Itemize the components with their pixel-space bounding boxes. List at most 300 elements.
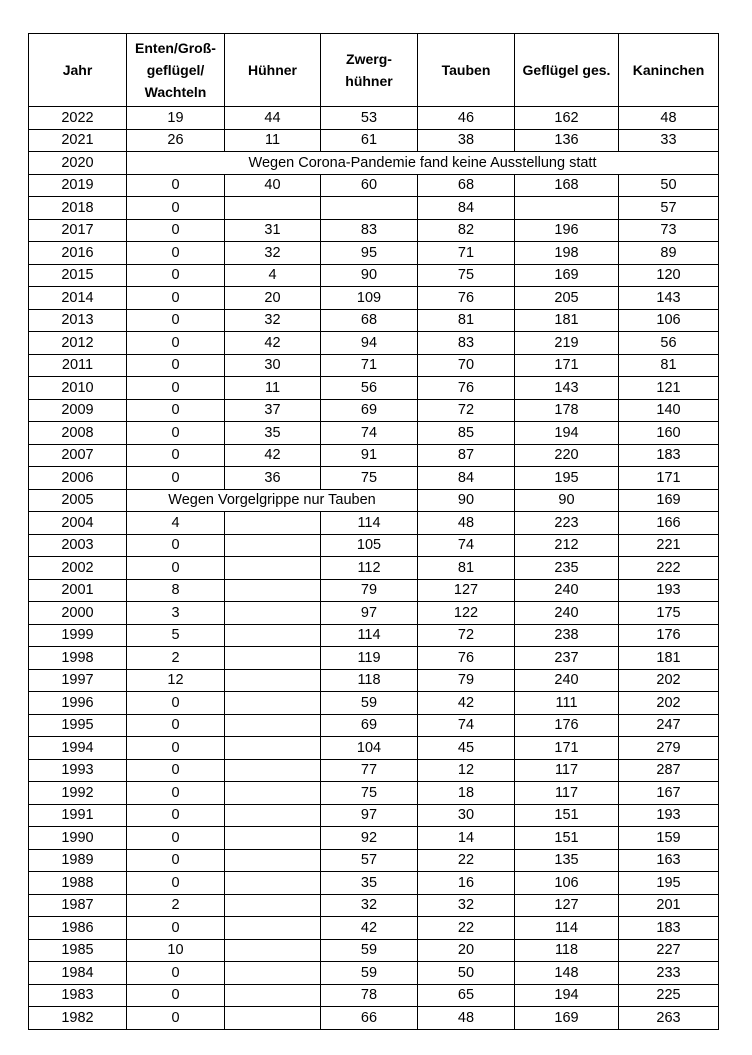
- table-row: [29, 242, 719, 265]
- value-cell: 237: [515, 647, 619, 670]
- value-cell: 106: [619, 309, 719, 332]
- value-cell: 105: [321, 534, 418, 557]
- value-cell: 120: [619, 264, 719, 287]
- value-cell: 201: [619, 894, 719, 917]
- year-cell: 1998: [29, 647, 127, 670]
- year-cell: 2016: [29, 242, 127, 265]
- year-cell: 2021: [29, 129, 127, 152]
- table-row: [29, 759, 719, 782]
- value-cell: [225, 512, 321, 535]
- year-cell: 1984: [29, 962, 127, 985]
- value-cell: [225, 894, 321, 917]
- value-cell: [225, 782, 321, 805]
- table-row: [29, 467, 719, 490]
- value-cell: 81: [418, 309, 515, 332]
- value-cell: 22: [418, 849, 515, 872]
- col-enten-header: [127, 34, 225, 107]
- year-cell: 2007: [29, 444, 127, 467]
- value-cell: 119: [321, 647, 418, 670]
- value-cell: 48: [418, 1007, 515, 1030]
- value-cell: 178: [515, 399, 619, 422]
- value-cell: 0: [127, 399, 225, 422]
- value-cell: 194: [515, 984, 619, 1007]
- table-row: [29, 737, 719, 760]
- value-cell: 61: [321, 129, 418, 152]
- value-cell: 0: [127, 332, 225, 355]
- table-row: [29, 107, 719, 130]
- value-cell: 171: [515, 737, 619, 760]
- value-cell: 263: [619, 1007, 719, 1030]
- header-row: [29, 34, 719, 107]
- value-cell: 279: [619, 737, 719, 760]
- value-cell: 69: [321, 399, 418, 422]
- value-cell: 109: [321, 287, 418, 310]
- year-cell: 2013: [29, 309, 127, 332]
- value-cell: 19: [127, 107, 225, 130]
- col-zwerghuehner-header: [321, 34, 418, 107]
- value-cell: 183: [619, 917, 719, 940]
- value-cell: 220: [515, 444, 619, 467]
- year-cell: 2017: [29, 219, 127, 242]
- table-row: [29, 692, 719, 715]
- value-cell: [225, 602, 321, 625]
- value-cell: 79: [321, 579, 418, 602]
- year-cell: 1992: [29, 782, 127, 805]
- value-cell: 122: [418, 602, 515, 625]
- value-cell: 74: [418, 714, 515, 737]
- value-cell: 0: [127, 737, 225, 760]
- value-cell: 60: [321, 174, 418, 197]
- value-cell: 59: [321, 962, 418, 985]
- value-cell: 212: [515, 534, 619, 557]
- header-label-line: Enten/Groß-: [135, 40, 216, 56]
- value-cell: 45: [418, 737, 515, 760]
- value-cell: 167: [619, 782, 719, 805]
- value-cell: 143: [515, 377, 619, 400]
- header-label-line: Kaninchen: [632, 62, 705, 78]
- table-row: [29, 962, 719, 985]
- value-cell: 50: [619, 174, 719, 197]
- year-cell: 2002: [29, 557, 127, 580]
- value-cell: 32: [225, 309, 321, 332]
- value-cell: 5: [127, 624, 225, 647]
- table-row: [29, 309, 719, 332]
- col-jahr-header: [29, 34, 127, 107]
- value-cell: 0: [127, 264, 225, 287]
- value-cell: 0: [127, 287, 225, 310]
- value-cell: 76: [418, 287, 515, 310]
- value-cell: 73: [619, 219, 719, 242]
- value-cell: 56: [619, 332, 719, 355]
- value-cell: 84: [418, 467, 515, 490]
- value-cell: 48: [418, 512, 515, 535]
- value-cell: 0: [127, 872, 225, 895]
- table-row: [29, 174, 719, 197]
- table-row: [29, 1007, 719, 1030]
- value-cell: 0: [127, 174, 225, 197]
- value-cell: 20: [418, 939, 515, 962]
- value-cell: 169: [619, 489, 719, 512]
- year-cell: 2018: [29, 197, 127, 220]
- value-cell: 233: [619, 962, 719, 985]
- value-cell: 42: [321, 917, 418, 940]
- value-cell: [225, 669, 321, 692]
- value-cell: 195: [515, 467, 619, 490]
- table-row: [29, 782, 719, 805]
- value-cell: 91: [321, 444, 418, 467]
- col-tauben-header: [418, 34, 515, 107]
- value-cell: 181: [619, 647, 719, 670]
- value-cell: 3: [127, 602, 225, 625]
- table-row: [29, 129, 719, 152]
- value-cell: 32: [418, 894, 515, 917]
- header-label-line: Wachteln: [144, 84, 207, 100]
- value-cell: [225, 917, 321, 940]
- value-cell: 0: [127, 422, 225, 445]
- value-cell: 11: [225, 129, 321, 152]
- value-cell: 205: [515, 287, 619, 310]
- value-cell: 18: [418, 782, 515, 805]
- table-row: [29, 872, 719, 895]
- value-cell: 92: [321, 827, 418, 850]
- value-cell: 70: [418, 354, 515, 377]
- value-cell: 97: [321, 602, 418, 625]
- col-gefluegel-ges-header: [515, 34, 619, 107]
- value-cell: 127: [418, 579, 515, 602]
- value-cell: 171: [619, 467, 719, 490]
- value-cell: 143: [619, 287, 719, 310]
- value-cell: [225, 557, 321, 580]
- value-cell: 32: [225, 242, 321, 265]
- value-cell: 31: [225, 219, 321, 242]
- table-row: [29, 264, 719, 287]
- value-cell: 114: [321, 624, 418, 647]
- year-cell: 1995: [29, 714, 127, 737]
- table-row: [29, 512, 719, 535]
- year-cell: 2000: [29, 602, 127, 625]
- year-cell: 1999: [29, 624, 127, 647]
- value-cell: 81: [619, 354, 719, 377]
- table-row: [29, 354, 719, 377]
- value-cell: 127: [515, 894, 619, 917]
- value-cell: 0: [127, 197, 225, 220]
- table-row: [29, 489, 719, 512]
- year-cell: 2011: [29, 354, 127, 377]
- value-cell: 78: [321, 984, 418, 1007]
- value-cell: 75: [321, 467, 418, 490]
- value-cell: 0: [127, 354, 225, 377]
- value-cell: 181: [515, 309, 619, 332]
- value-cell: 14: [418, 827, 515, 850]
- value-cell: [225, 939, 321, 962]
- value-cell: 106: [515, 872, 619, 895]
- value-cell: 33: [619, 129, 719, 152]
- value-cell: 196: [515, 219, 619, 242]
- year-cell: 1990: [29, 827, 127, 850]
- value-cell: 0: [127, 714, 225, 737]
- value-cell: 183: [619, 444, 719, 467]
- value-cell: 194: [515, 422, 619, 445]
- value-cell: 46: [418, 107, 515, 130]
- table-row: [29, 849, 719, 872]
- statistics-sheet: [28, 33, 718, 1030]
- value-cell: 68: [321, 309, 418, 332]
- value-cell: 76: [418, 377, 515, 400]
- value-cell: 16: [418, 872, 515, 895]
- value-cell: 38: [418, 129, 515, 152]
- year-cell: 1985: [29, 939, 127, 962]
- value-cell: [225, 804, 321, 827]
- value-cell: 30: [418, 804, 515, 827]
- year-cell: 2003: [29, 534, 127, 557]
- value-cell: 44: [225, 107, 321, 130]
- value-cell: 0: [127, 827, 225, 850]
- header-label-line: Zwerg-: [346, 51, 392, 67]
- year-cell: 1987: [29, 894, 127, 917]
- value-cell: 71: [321, 354, 418, 377]
- value-cell: 247: [619, 714, 719, 737]
- table-row: [29, 287, 719, 310]
- header-label-line: geflügel/: [146, 62, 205, 78]
- value-cell: 32: [321, 894, 418, 917]
- value-cell: 42: [225, 444, 321, 467]
- year-cell: 1994: [29, 737, 127, 760]
- value-cell: 160: [619, 422, 719, 445]
- value-cell: 83: [321, 219, 418, 242]
- value-cell: 82: [418, 219, 515, 242]
- value-cell: 193: [619, 579, 719, 602]
- value-cell: 176: [515, 714, 619, 737]
- year-cell: 1996: [29, 692, 127, 715]
- header-label-line: hühner: [345, 73, 393, 89]
- value-cell: 94: [321, 332, 418, 355]
- value-cell: 166: [619, 512, 719, 535]
- value-cell: [515, 197, 619, 220]
- value-cell: 227: [619, 939, 719, 962]
- value-cell: 117: [515, 782, 619, 805]
- value-cell: 240: [515, 669, 619, 692]
- value-cell: 117: [515, 759, 619, 782]
- table-row: [29, 197, 719, 220]
- year-cell: 2004: [29, 512, 127, 535]
- value-cell: 8: [127, 579, 225, 602]
- value-cell: 4: [225, 264, 321, 287]
- value-cell: 74: [418, 534, 515, 557]
- value-cell: [225, 714, 321, 737]
- year-cell: 2014: [29, 287, 127, 310]
- value-cell: [225, 624, 321, 647]
- value-cell: 0: [127, 962, 225, 985]
- year-cell: 2006: [29, 467, 127, 490]
- value-cell: 118: [515, 939, 619, 962]
- value-cell: 57: [321, 849, 418, 872]
- value-cell: 2: [127, 894, 225, 917]
- year-cell: 2020: [29, 152, 127, 175]
- table-row: [29, 714, 719, 737]
- note-cell: Wegen Corona-Pandemie fand keine Ausstellung statt: [127, 152, 719, 175]
- value-cell: 42: [225, 332, 321, 355]
- value-cell: 50: [418, 962, 515, 985]
- value-cell: 37: [225, 399, 321, 422]
- value-cell: 235: [515, 557, 619, 580]
- value-cell: 75: [418, 264, 515, 287]
- value-cell: [225, 759, 321, 782]
- value-cell: 75: [321, 782, 418, 805]
- value-cell: [225, 872, 321, 895]
- value-cell: 0: [127, 557, 225, 580]
- value-cell: 163: [619, 849, 719, 872]
- value-cell: 53: [321, 107, 418, 130]
- value-cell: [225, 849, 321, 872]
- value-cell: 22: [418, 917, 515, 940]
- value-cell: 0: [127, 692, 225, 715]
- value-cell: 0: [127, 917, 225, 940]
- value-cell: 12: [127, 669, 225, 692]
- value-cell: 40: [225, 174, 321, 197]
- value-cell: 159: [619, 827, 719, 850]
- year-cell: 1993: [29, 759, 127, 782]
- value-cell: 0: [127, 804, 225, 827]
- value-cell: 198: [515, 242, 619, 265]
- value-cell: 221: [619, 534, 719, 557]
- value-cell: 140: [619, 399, 719, 422]
- value-cell: 222: [619, 557, 719, 580]
- value-cell: 56: [321, 377, 418, 400]
- value-cell: 0: [127, 444, 225, 467]
- value-cell: 4: [127, 512, 225, 535]
- value-cell: 36: [225, 467, 321, 490]
- year-cell: 1989: [29, 849, 127, 872]
- value-cell: 0: [127, 1007, 225, 1030]
- value-cell: [225, 692, 321, 715]
- value-cell: 0: [127, 219, 225, 242]
- value-cell: [225, 737, 321, 760]
- value-cell: 162: [515, 107, 619, 130]
- year-cell: 1991: [29, 804, 127, 827]
- value-cell: 219: [515, 332, 619, 355]
- year-cell: 2015: [29, 264, 127, 287]
- year-cell: 1983: [29, 984, 127, 1007]
- value-cell: 69: [321, 714, 418, 737]
- value-cell: 65: [418, 984, 515, 1007]
- value-cell: 240: [515, 579, 619, 602]
- table-row: [29, 984, 719, 1007]
- value-cell: 30: [225, 354, 321, 377]
- table-row: [29, 534, 719, 557]
- table-row: [29, 917, 719, 940]
- table-row: [29, 939, 719, 962]
- year-cell: 1982: [29, 1007, 127, 1030]
- header-label-line: Jahr: [62, 62, 93, 78]
- value-cell: 240: [515, 602, 619, 625]
- value-cell: 35: [225, 422, 321, 445]
- value-cell: [225, 197, 321, 220]
- value-cell: 90: [515, 489, 619, 512]
- note-cell: Wegen Vorgelgrippe nur Tauben: [127, 489, 418, 512]
- value-cell: 87: [418, 444, 515, 467]
- table-row: [29, 579, 719, 602]
- header-label-line: Tauben: [441, 62, 491, 78]
- value-cell: 76: [418, 647, 515, 670]
- value-cell: [321, 197, 418, 220]
- table-row: [29, 152, 719, 175]
- col-huehner-header: [225, 34, 321, 107]
- value-cell: 97: [321, 804, 418, 827]
- table-row: [29, 647, 719, 670]
- value-cell: 81: [418, 557, 515, 580]
- header-label-line: Geflügel ges.: [522, 62, 611, 78]
- value-cell: 121: [619, 377, 719, 400]
- value-cell: 0: [127, 309, 225, 332]
- year-cell: 2009: [29, 399, 127, 422]
- value-cell: [225, 579, 321, 602]
- value-cell: 118: [321, 669, 418, 692]
- value-cell: 0: [127, 849, 225, 872]
- value-cell: 114: [515, 917, 619, 940]
- value-cell: 77: [321, 759, 418, 782]
- value-cell: 10: [127, 939, 225, 962]
- table-row: [29, 827, 719, 850]
- value-cell: 114: [321, 512, 418, 535]
- value-cell: 195: [619, 872, 719, 895]
- value-cell: 168: [515, 174, 619, 197]
- table-row: [29, 422, 719, 445]
- table-row: [29, 804, 719, 827]
- value-cell: 0: [127, 759, 225, 782]
- value-cell: 136: [515, 129, 619, 152]
- year-cell: 2012: [29, 332, 127, 355]
- value-cell: 148: [515, 962, 619, 985]
- value-cell: 151: [515, 804, 619, 827]
- value-cell: 0: [127, 467, 225, 490]
- table-row: [29, 894, 719, 917]
- value-cell: 135: [515, 849, 619, 872]
- value-cell: 84: [418, 197, 515, 220]
- value-cell: [225, 984, 321, 1007]
- value-cell: 238: [515, 624, 619, 647]
- table-row: [29, 557, 719, 580]
- value-cell: 85: [418, 422, 515, 445]
- value-cell: 111: [515, 692, 619, 715]
- year-cell: 2010: [29, 377, 127, 400]
- value-cell: 74: [321, 422, 418, 445]
- value-cell: 202: [619, 692, 719, 715]
- value-cell: 112: [321, 557, 418, 580]
- value-cell: 202: [619, 669, 719, 692]
- value-cell: 169: [515, 264, 619, 287]
- year-cell: 2022: [29, 107, 127, 130]
- table-row: [29, 399, 719, 422]
- value-cell: 26: [127, 129, 225, 152]
- value-cell: 193: [619, 804, 719, 827]
- year-cell: 1986: [29, 917, 127, 940]
- col-kaninchen-header: [619, 34, 719, 107]
- value-cell: 42: [418, 692, 515, 715]
- value-cell: 90: [321, 264, 418, 287]
- value-cell: 12: [418, 759, 515, 782]
- value-cell: 223: [515, 512, 619, 535]
- table-row: [29, 332, 719, 355]
- table-row: [29, 669, 719, 692]
- value-cell: 71: [418, 242, 515, 265]
- table-row: [29, 624, 719, 647]
- value-cell: [225, 1007, 321, 1030]
- value-cell: 83: [418, 332, 515, 355]
- value-cell: 104: [321, 737, 418, 760]
- header-label-line: Hühner: [248, 62, 297, 78]
- value-cell: 59: [321, 692, 418, 715]
- value-cell: [225, 647, 321, 670]
